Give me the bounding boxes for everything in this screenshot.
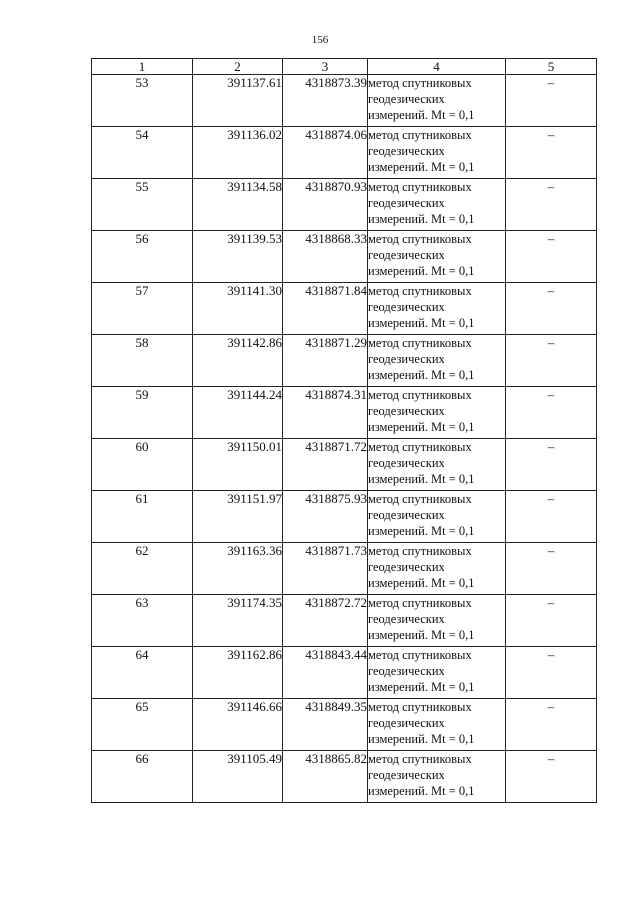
y-coordinate-cell: 4318874.06 <box>283 127 368 179</box>
method-line: геодезических <box>368 92 445 106</box>
note-cell: – <box>506 387 597 439</box>
table-row <box>92 491 597 543</box>
point-number-cell: 55 <box>92 179 193 231</box>
table-row <box>92 387 597 439</box>
method-line: измерений. Mt = 0,1 <box>368 472 475 486</box>
y-coordinate-cell: 4318873.39 <box>283 75 368 127</box>
table-row <box>92 283 597 335</box>
y-coordinate-cell: 4318871.72 <box>283 439 368 491</box>
header-col-2: 2 <box>193 59 283 75</box>
method-line: метод спутниковых <box>368 492 472 506</box>
x-coordinate-cell: 391151.97 <box>193 491 283 543</box>
y-coordinate-cell: 4318871.29 <box>283 335 368 387</box>
method-cell <box>368 751 506 803</box>
method-cell <box>368 335 506 387</box>
table-row <box>92 751 597 803</box>
y-coordinate-cell: 4318874.31 <box>283 387 368 439</box>
method-line: измерений. Mt = 0,1 <box>368 264 475 278</box>
x-coordinate-cell: 391142.86 <box>193 335 283 387</box>
header-col-1: 1 <box>92 59 193 75</box>
table-row <box>92 699 597 751</box>
method-line: геодезических <box>368 716 445 730</box>
note-cell: – <box>506 127 597 179</box>
method-line: метод спутниковых <box>368 128 472 142</box>
table-row <box>92 647 597 699</box>
note-cell: – <box>506 647 597 699</box>
method-line: геодезических <box>368 664 445 678</box>
method-line: измерений. Mt = 0,1 <box>368 368 475 382</box>
y-coordinate-cell: 4318843.44 <box>283 647 368 699</box>
method-line: метод спутниковых <box>368 180 472 194</box>
method-line: метод спутниковых <box>368 752 472 766</box>
method-line: измерений. Mt = 0,1 <box>368 732 475 746</box>
method-line: геодезических <box>368 300 445 314</box>
x-coordinate-cell: 391137.61 <box>193 75 283 127</box>
note-cell: – <box>506 283 597 335</box>
method-line: измерений. Mt = 0,1 <box>368 628 475 642</box>
x-coordinate-cell: 391146.66 <box>193 699 283 751</box>
method-line: геодезических <box>368 196 445 210</box>
x-coordinate-cell: 391163.36 <box>193 543 283 595</box>
method-cell <box>368 439 506 491</box>
method-line: метод спутниковых <box>368 336 472 350</box>
table-row <box>92 595 597 647</box>
note-cell: – <box>506 543 597 595</box>
y-coordinate-cell: 4318865.82 <box>283 751 368 803</box>
point-number-cell: 62 <box>92 543 193 595</box>
note-cell: – <box>506 751 597 803</box>
note-cell: – <box>506 179 597 231</box>
method-line: измерений. Mt = 0,1 <box>368 316 475 330</box>
method-line: измерений. Mt = 0,1 <box>368 108 475 122</box>
x-coordinate-cell: 391134.58 <box>193 179 283 231</box>
method-line: измерений. Mt = 0,1 <box>368 680 475 694</box>
method-cell <box>368 179 506 231</box>
point-number-cell: 61 <box>92 491 193 543</box>
point-number-cell: 59 <box>92 387 193 439</box>
method-line: геодезических <box>368 612 445 626</box>
point-number-cell: 54 <box>92 127 193 179</box>
x-coordinate-cell: 391141.30 <box>193 283 283 335</box>
point-number-cell: 56 <box>92 231 193 283</box>
method-cell <box>368 491 506 543</box>
x-coordinate-cell: 391136.02 <box>193 127 283 179</box>
method-line: метод спутниковых <box>368 388 472 402</box>
header-col-3: 3 <box>283 59 368 75</box>
note-cell: – <box>506 699 597 751</box>
point-number-cell: 57 <box>92 283 193 335</box>
note-cell: – <box>506 439 597 491</box>
table-row <box>92 439 597 491</box>
method-line: измерений. Mt = 0,1 <box>368 784 475 798</box>
method-cell <box>368 543 506 595</box>
y-coordinate-cell: 4318871.84 <box>283 283 368 335</box>
note-cell: – <box>506 491 597 543</box>
note-cell: – <box>506 595 597 647</box>
method-cell <box>368 387 506 439</box>
x-coordinate-cell: 391150.01 <box>193 439 283 491</box>
method-line: метод спутниковых <box>368 648 472 662</box>
x-coordinate-cell: 391139.53 <box>193 231 283 283</box>
method-line: метод спутниковых <box>368 76 472 90</box>
method-line: метод спутниковых <box>368 232 472 246</box>
y-coordinate-cell: 4318870.93 <box>283 179 368 231</box>
table-header <box>92 59 597 75</box>
method-line: метод спутниковых <box>368 596 472 610</box>
y-coordinate-cell: 4318868.33 <box>283 231 368 283</box>
point-number-cell: 66 <box>92 751 193 803</box>
point-number-cell: 65 <box>92 699 193 751</box>
x-coordinate-cell: 391144.24 <box>193 387 283 439</box>
note-cell: – <box>506 335 597 387</box>
method-line: геодезических <box>368 560 445 574</box>
x-coordinate-cell: 391105.49 <box>193 751 283 803</box>
method-line: метод спутниковых <box>368 440 472 454</box>
table-row <box>92 231 597 283</box>
method-line: измерений. Mt = 0,1 <box>368 576 475 590</box>
y-coordinate-cell: 4318872.72 <box>283 595 368 647</box>
point-number-cell: 58 <box>92 335 193 387</box>
table-body <box>92 75 597 803</box>
method-line: геодезических <box>368 248 445 262</box>
method-line: измерений. Mt = 0,1 <box>368 420 475 434</box>
point-number-cell: 53 <box>92 75 193 127</box>
coordinates-table <box>91 58 597 803</box>
point-number-cell: 63 <box>92 595 193 647</box>
method-cell <box>368 75 506 127</box>
table-row <box>92 335 597 387</box>
point-number-cell: 64 <box>92 647 193 699</box>
method-line: геодезических <box>368 404 445 418</box>
page-number: 156 <box>311 34 329 46</box>
method-line: геодезических <box>368 456 445 470</box>
method-cell <box>368 647 506 699</box>
method-line: метод спутниковых <box>368 544 472 558</box>
method-line: метод спутниковых <box>368 284 472 298</box>
table-row <box>92 75 597 127</box>
x-coordinate-cell: 391174.35 <box>193 595 283 647</box>
method-cell <box>368 283 506 335</box>
method-cell <box>368 231 506 283</box>
method-line: геодезических <box>368 144 445 158</box>
x-coordinate-cell: 391162.86 <box>193 647 283 699</box>
header-col-4: 4 <box>368 59 506 75</box>
point-number-cell: 60 <box>92 439 193 491</box>
method-cell <box>368 699 506 751</box>
table-row <box>92 127 597 179</box>
y-coordinate-cell: 4318875.93 <box>283 491 368 543</box>
method-line: геодезических <box>368 508 445 522</box>
method-line: измерений. Mt = 0,1 <box>368 212 475 226</box>
header-col-5: 5 <box>506 59 597 75</box>
y-coordinate-cell: 4318871.73 <box>283 543 368 595</box>
method-line: геодезических <box>368 768 445 782</box>
method-line: геодезических <box>368 352 445 366</box>
method-line: метод спутниковых <box>368 700 472 714</box>
table-row <box>92 543 597 595</box>
method-cell <box>368 127 506 179</box>
table-row <box>92 179 597 231</box>
method-line: измерений. Mt = 0,1 <box>368 524 475 538</box>
method-line: измерений. Mt = 0,1 <box>368 160 475 174</box>
header-row <box>92 59 597 75</box>
note-cell: – <box>506 75 597 127</box>
note-cell: – <box>506 231 597 283</box>
method-cell <box>368 595 506 647</box>
y-coordinate-cell: 4318849.35 <box>283 699 368 751</box>
